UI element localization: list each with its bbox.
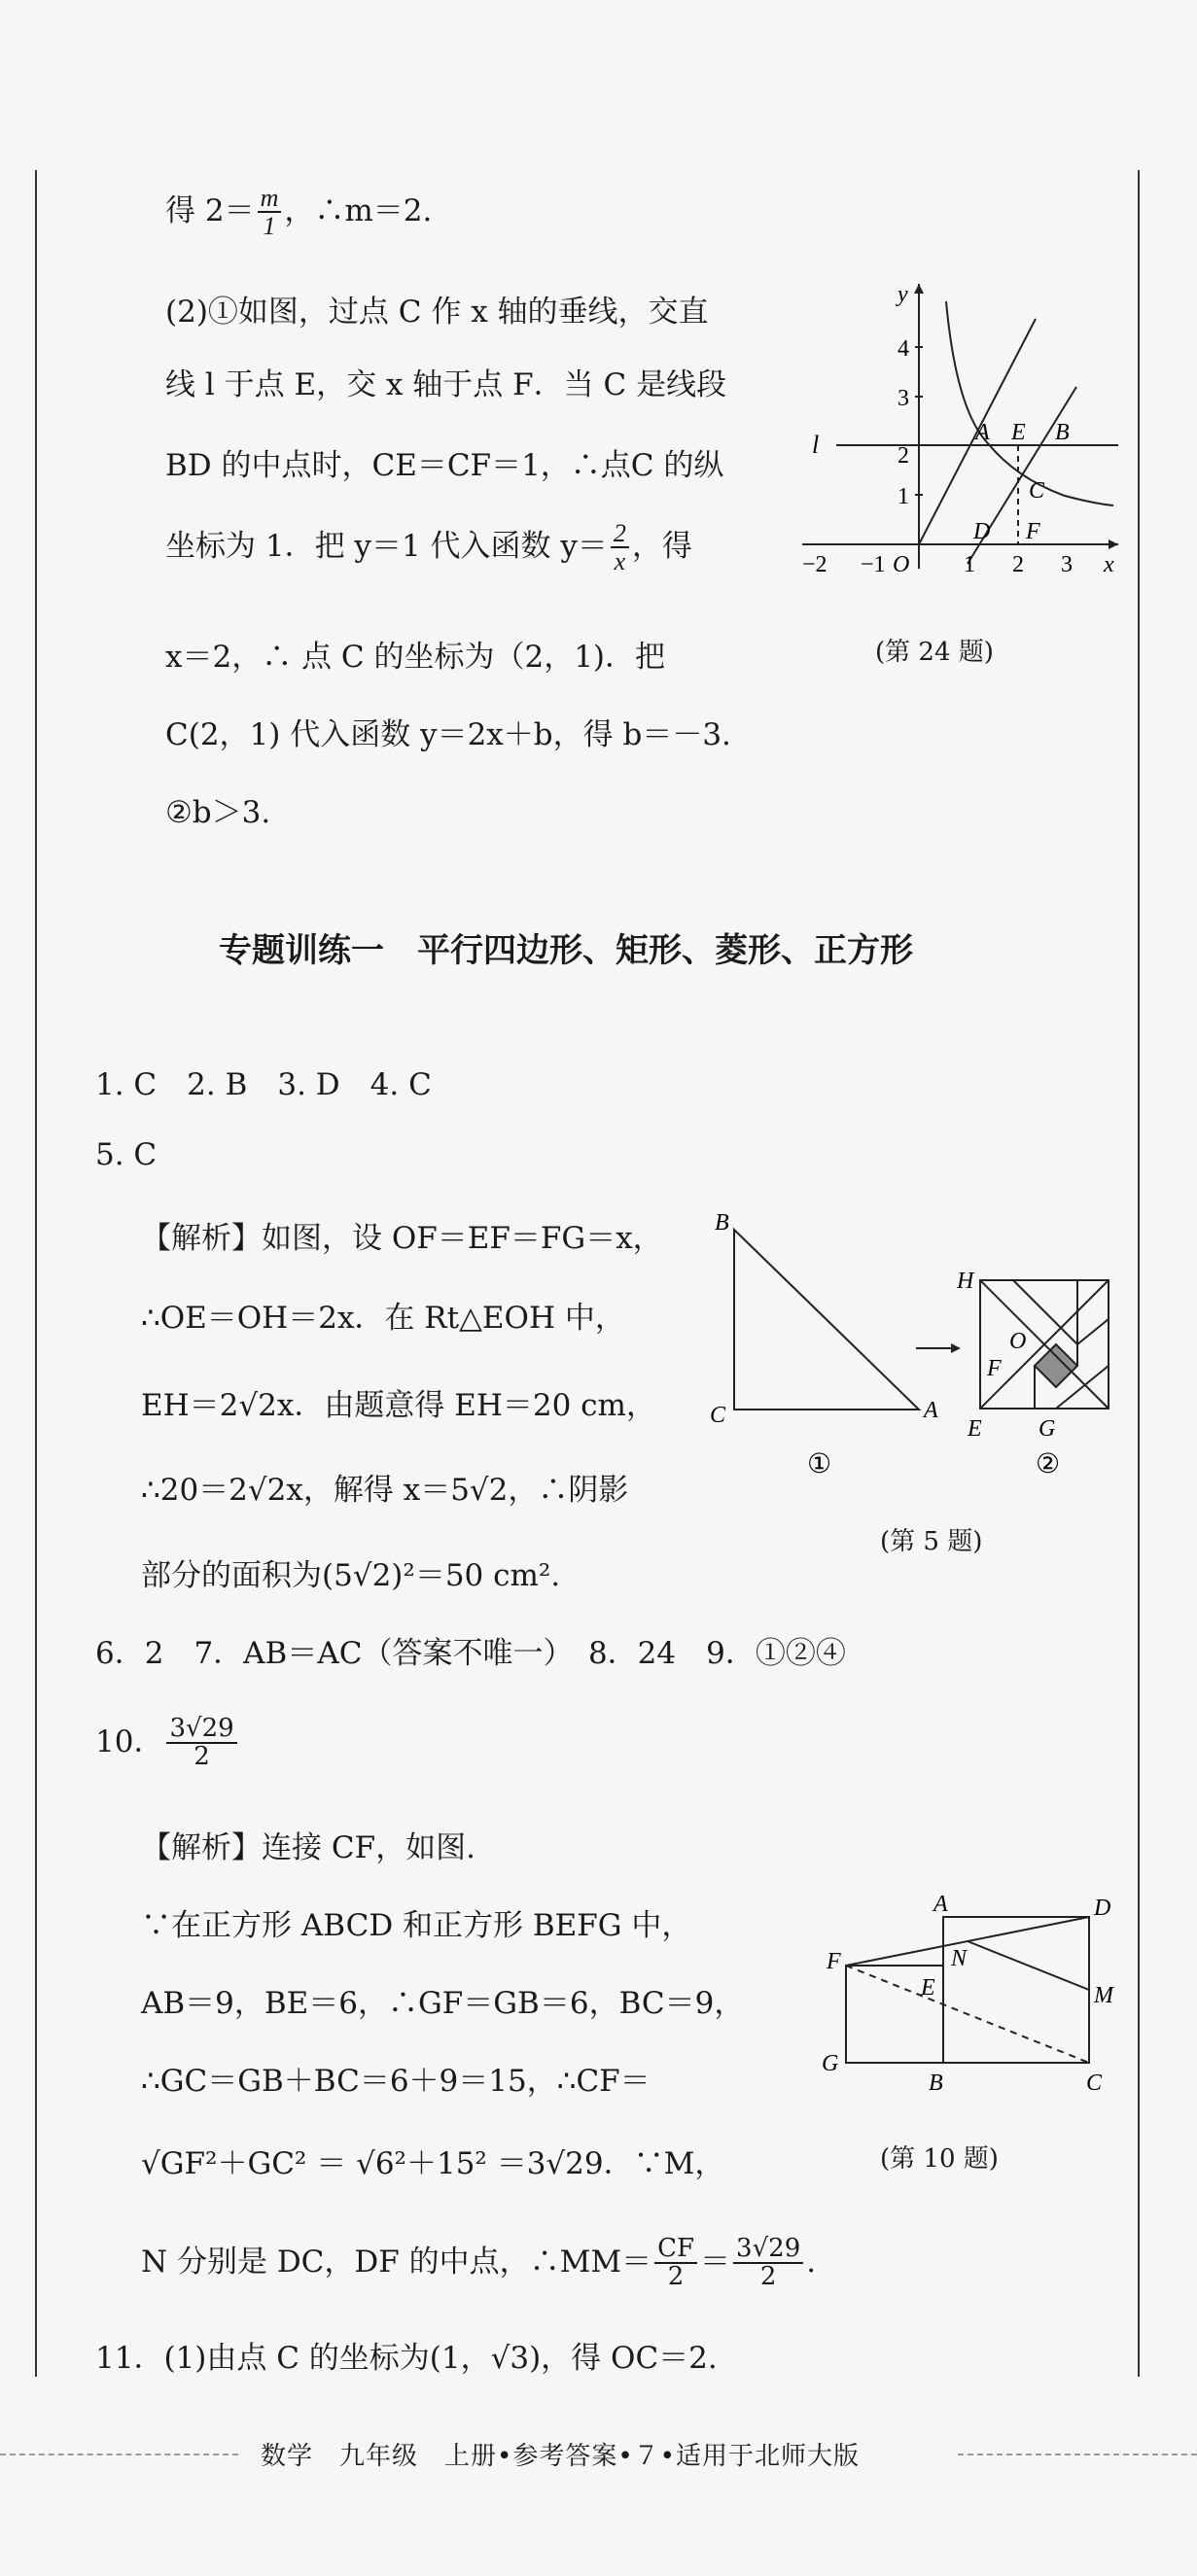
fraction: $\frac{CF}{2}$ — [654, 2236, 697, 2291]
text-line: C(2，1) 代入函数 y＝2x＋b，得 b＝－3. — [165, 717, 731, 752]
answer-line: N 分别是 DC，DF 的中点，∴MM＝ $\frac{CF}{2}$ ＝ $\frac{3√29}{2}$ . — [141, 2234, 817, 2292]
point-label: H — [957, 1269, 974, 1294]
answer-line: 6．2 7．AB＝AC（答案不唯一） 8．24 9．①②④ — [95, 1636, 846, 1671]
answer-line: EH＝2√2x．由题意得 EH＝20 cm， — [141, 1388, 656, 1423]
point-label: B — [1055, 420, 1070, 445]
answer-line: 10． $\frac{3√29}{2}$ — [95, 1716, 240, 1771]
point-label: M — [1094, 1983, 1113, 2008]
circled-number-2: ② — [1036, 1449, 1061, 1479]
answer-line: ∴20＝2√2x，解得 x＝5√2，∴阴影 — [141, 1473, 629, 1508]
x-tick: −1 — [861, 552, 886, 577]
y-tick: 4 — [898, 336, 909, 362]
answer-line: AB＝9，BE＝6，∴GF＝GB＝6，BC＝9， — [141, 1986, 745, 2021]
fraction: $\frac{2}{x}$ — [611, 520, 629, 575]
point-label: E — [921, 1975, 935, 2001]
point-label: E — [1011, 420, 1026, 445]
figure-5-diagram — [700, 1210, 1128, 1492]
text-line: BD 的中点时，CE＝CF＝1，∴点C 的纵 — [165, 448, 724, 483]
point-label: A — [975, 420, 990, 445]
x-tick: 1 — [964, 552, 975, 577]
point-label: C — [710, 1403, 726, 1428]
fraction: $\frac{m}{1}$ — [258, 185, 282, 240]
fraction: $\frac{3√29}{2}$ — [166, 1716, 236, 1771]
x-tick: 3 — [1061, 552, 1073, 577]
text-line: x＝2，∴ 点 C 的坐标为（2，1)．把 — [165, 640, 666, 675]
x-tick: 2 — [1012, 552, 1024, 577]
answer-line: 部分的面积为(5√2)²＝50 cm². — [141, 1558, 561, 1593]
footer-rule-right — [958, 2454, 1197, 2455]
figure-24-caption: (第 24 题) — [875, 638, 994, 667]
point-label: A — [933, 1896, 948, 1917]
page-footer: 数学 九年级 上册•参考答案•７•适用于北师大版 — [261, 2442, 861, 2471]
point-label: F — [987, 1356, 1002, 1381]
footer-rule-left — [0, 2454, 238, 2455]
line-l-label: l — [812, 431, 820, 459]
point-label: G — [822, 2051, 839, 2076]
point-label: A — [924, 1398, 938, 1423]
point-label: B — [929, 2071, 943, 2096]
circled-number-1: ① — [807, 1449, 832, 1479]
point-label: C — [1086, 2071, 1103, 2096]
figure-5-caption: (第 5 题) — [880, 1527, 983, 1556]
figure-10-caption: (第 10 题) — [880, 2144, 999, 2174]
point-label: F — [1026, 519, 1040, 544]
point-label: B — [715, 1210, 729, 1236]
origin-label: O — [893, 552, 910, 577]
point-label: N — [951, 1946, 968, 1971]
x-tick: −2 — [802, 552, 827, 577]
answer-line: 11．(1)由点 C 的坐标为(1，√3)，得 OC＝2. — [95, 2341, 718, 2376]
y-axis-label: y — [898, 282, 908, 307]
answer-line: 【解析】如图，设 OF＝EF＝FG＝x， — [141, 1221, 663, 1256]
answer-line: ∵在正方形 ABCD 和正方形 BEFG 中， — [141, 1908, 692, 1943]
right-margin-line — [1138, 170, 1140, 2377]
point-label: E — [968, 1416, 982, 1442]
section-title: 专题训练一 平行四边形、矩形、菱形、正方形 — [219, 931, 913, 970]
answer-line: ∴GC＝GB＋BC＝6＋9＝15，∴CF＝ — [141, 2064, 651, 2099]
point-label: G — [1039, 1416, 1056, 1442]
answer-line: 【解析】连接 CF，如图. — [141, 1830, 475, 1865]
answer-line: √GF²＋GC² ＝ √6²＋15² ＝3√29．∵M， — [141, 2146, 725, 2181]
text-line: ②b＞3. — [165, 795, 271, 830]
y-tick: 2 — [898, 443, 909, 469]
shaded-square — [1035, 1344, 1077, 1387]
y-tick: 3 — [898, 386, 909, 411]
point-label: D — [1094, 1896, 1111, 1921]
figure-10-diagram — [812, 1896, 1133, 2109]
point-label: D — [973, 519, 991, 544]
text-line: 坐标为 1．把 y＝1 代入函数 y＝ $\frac{2}{x}$ ，得 — [165, 519, 692, 576]
figure-24-graph — [792, 272, 1128, 583]
point-label: C — [1029, 478, 1045, 504]
text-line: 线 l 于点 E，交 x 轴于点 F．当 C 是线段 — [165, 367, 727, 402]
point-label: F — [827, 1949, 841, 1974]
answer-line: 1. C 2. B 3. D 4. C — [95, 1067, 432, 1102]
point-label: O — [1009, 1329, 1027, 1354]
text-line: (2)①如图，过点 C 作 x 轴的垂线，交直 — [165, 295, 709, 330]
answer-line: 5. C — [95, 1137, 158, 1172]
y-tick: 1 — [898, 484, 909, 509]
left-margin-line — [35, 170, 37, 2377]
x-axis-label: x — [1104, 552, 1114, 577]
fraction: $\frac{3√29}{2}$ — [733, 2236, 803, 2291]
text-line: 得 2＝ $\frac{m}{1}$ ，∴m＝2. — [165, 184, 433, 241]
answer-line: ∴OE＝OH＝2x．在 Rt△EOH 中， — [141, 1301, 625, 1336]
